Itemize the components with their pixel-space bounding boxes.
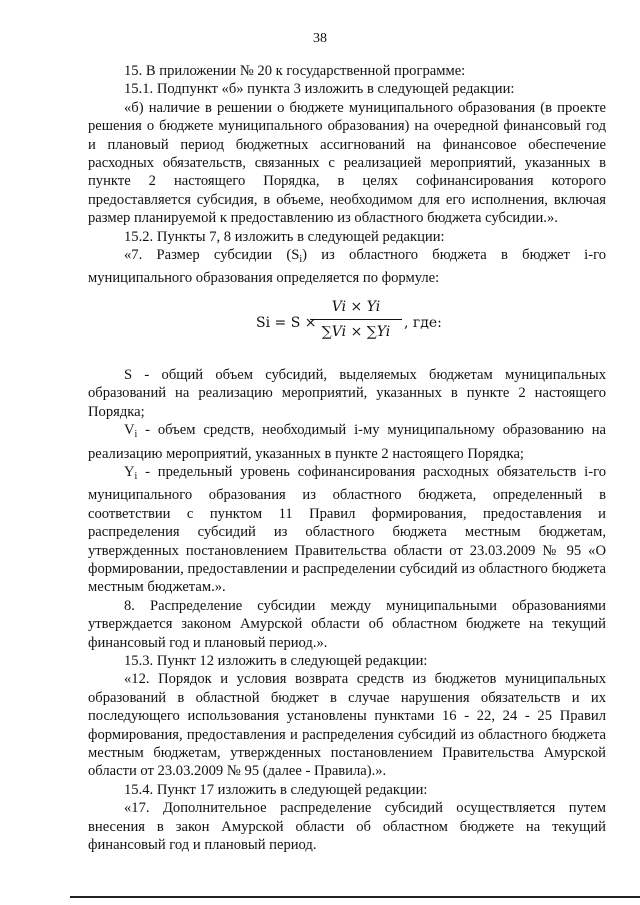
paragraph: «б) наличие в решении о бюджете муниципального образования (в проекте решения о бюджете муниципального образования) на очередной финансовый год и плановый период бюджетных ассигнований на финансовое обеспечение расходных обязательств, связанных с реализацией мероприятий, указанных в пункте 2 настоящего Порядка, в целях софинансирования которого предоставляется субсидия, в объеме, необходимом для его исполнения, включая размер планируемой к предоставлению из областного бюджета субсидии.». xyxy=(88,99,606,227)
formula-numerator: Vi × Yi xyxy=(310,298,402,320)
paragraph: 15.4. Пункт 17 изложить в следующей редакции: xyxy=(124,781,428,798)
paragraph: S - общий объем субсидий, выделяемых бюджетам муниципальных образований на реализацию мероприятий, указанных в пункте 2 настоящего Порядка; xyxy=(88,366,606,420)
subscript: i xyxy=(134,429,138,441)
text-fragment: - предельный уровень софинансирования расходных обязательств i-го муниципального образования из областного бюджета, определенный в соответствии с пунктом 11 Правил формирования, предоставления и распределения субсидий из областного бюджета местным бюджетам, утвержденных постановлением Правительства области от 23.03.2009 № 95 «О формировании, предоставлении и распределении субсидий из областного бюджета местным бюджетам.». xyxy=(88,463,606,596)
paragraph: 8. Распределение субсидии между муниципальными образованиями утверждается законом Амурской области об областном бюджете на текущий финансовый год и плановый период.». xyxy=(88,597,606,651)
subsidy-formula xyxy=(88,298,606,354)
formula-left: Si = S × xyxy=(256,314,317,331)
paragraph: 15.2. Пункты 7, 8 изложить в следующей редакции: xyxy=(124,228,445,245)
formula-fraction xyxy=(310,298,402,342)
text-fragment: - объем средств, необходимый i-му муниципальному образованию на реализацию мероприятий, указанных в пункте 2 настоящего Порядка; xyxy=(88,422,606,462)
text-fragment: Y xyxy=(124,463,135,480)
paragraph xyxy=(88,246,606,288)
subscript: i xyxy=(299,254,303,266)
scan-edge-line xyxy=(70,896,640,898)
paragraph: «12. Порядок и условия возврата средств из бюджетов муниципальных образований в областной бюджет в случае нарушения обязательств и их последующего использования установлены пунктами 16 - 22, 24 - 25 Правил формирования, предоставления и распределения субсидий из областного бюджета местным бюджетам, утвержденных постановлением Правительства Амурской области от 23.03.2009 № 95 (далее - Правила).». xyxy=(88,671,606,780)
paragraph: 15.3. Пункт 12 изложить в следующей редакции: xyxy=(124,652,428,669)
paragraph: 15.1. Подпункт «б» пункта 3 изложить в следующей редакции: xyxy=(124,81,515,98)
paragraph: «17. Дополнительное распределение субсидий осуществляется путем внесения в закон Амурской области об областном бюджете на текущий финансовый год и плановый период. xyxy=(88,800,606,854)
document-body xyxy=(88,62,606,854)
paragraph xyxy=(88,421,606,463)
text-fragment: ) из областного бюджета в бюджет i-го муниципального образования определяется по формуле: xyxy=(88,247,606,287)
page-number: 38 xyxy=(313,31,327,46)
paragraph xyxy=(88,463,606,597)
formula-tail: , где: xyxy=(404,314,442,331)
text-fragment: V xyxy=(124,422,135,439)
text-fragment: «7. Размер субсидии (S xyxy=(124,247,300,264)
subscript: i xyxy=(134,470,138,482)
paragraph: 15. В приложении № 20 к государственной программе: xyxy=(124,63,466,79)
formula-denominator: ∑Vi × ∑Yi xyxy=(321,324,391,341)
